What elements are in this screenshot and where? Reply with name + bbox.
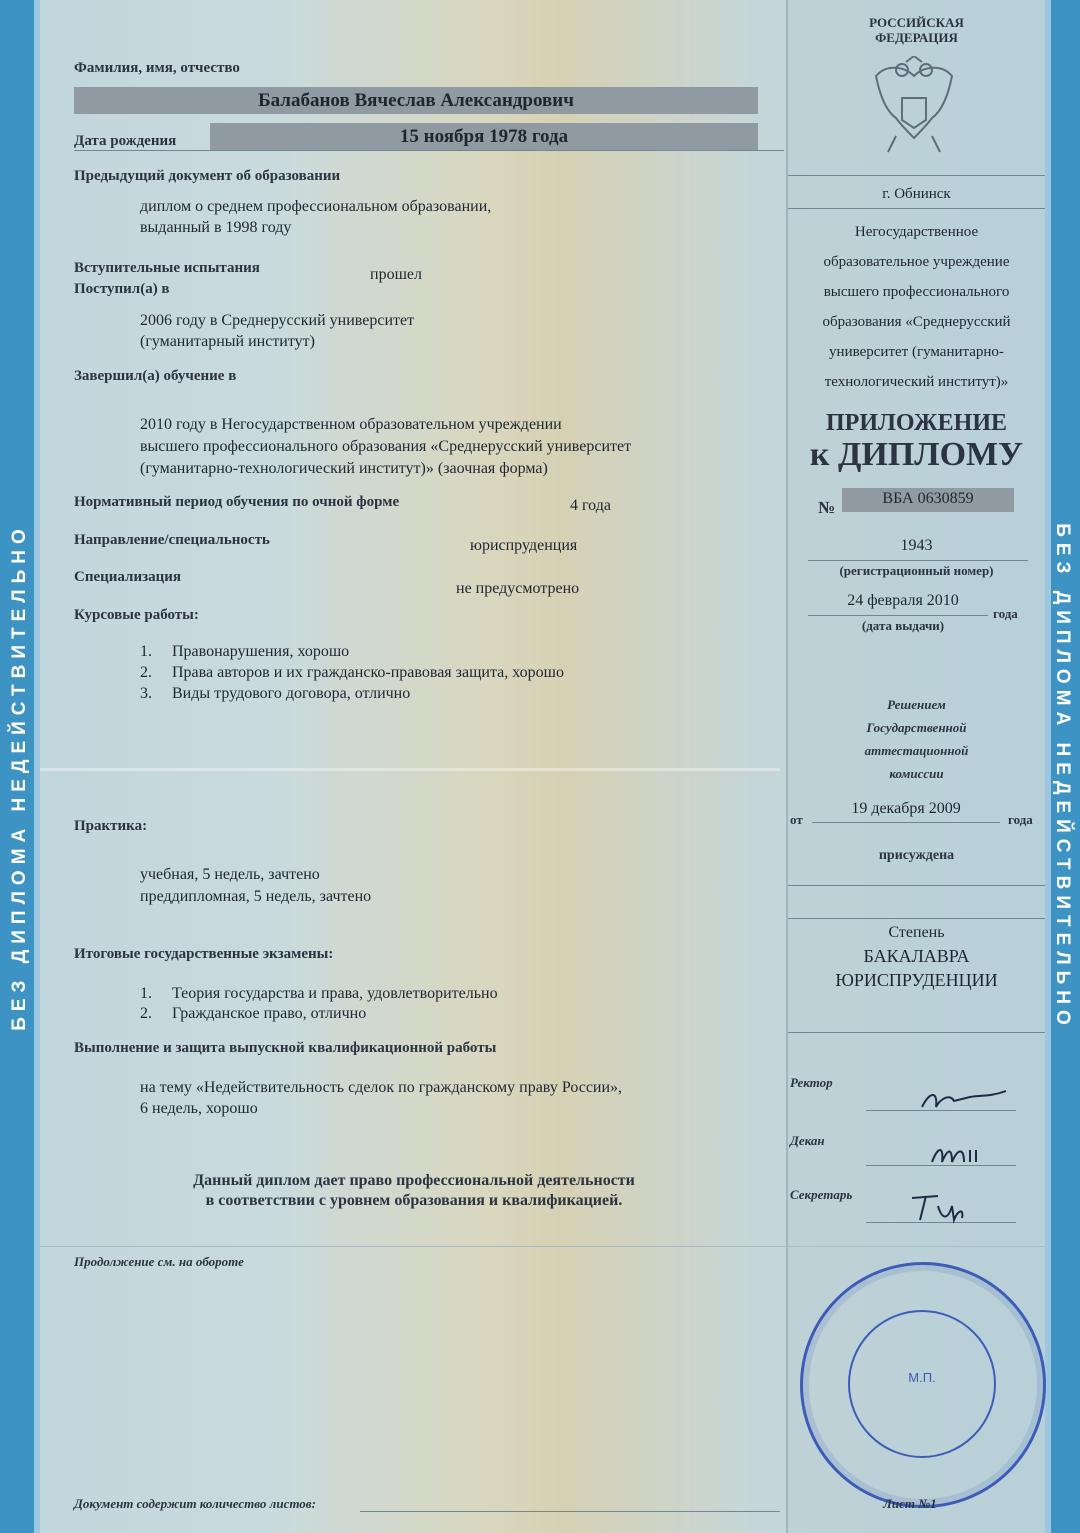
city: г. Обнинск — [882, 186, 951, 202]
degree-line: ЮРИСПРУДЕНЦИИ — [835, 970, 998, 990]
rule — [808, 615, 988, 616]
list-item-number: 2. — [140, 664, 152, 681]
prev-doc-label: Предыдущий документ об образовании — [74, 168, 341, 184]
decision-line: Государственной — [866, 720, 967, 735]
rule — [788, 885, 1045, 886]
practice-line: учебная, 5 недель, зачтено — [140, 866, 320, 883]
coursework-label: Курсовые работы: — [74, 607, 199, 623]
org-line: Негосударственное — [854, 224, 979, 240]
secretary-label: Секретарь — [790, 1187, 853, 1202]
enrolled-line: 2006 году в Среднерусский университет — [140, 312, 415, 329]
coat-of-arms-icon — [866, 56, 962, 156]
finished-label: Завершил(а) обучение в — [74, 368, 237, 384]
period-value: 4 года — [570, 497, 611, 514]
list-item: Теория государства и права, удовлетворительно — [172, 985, 498, 1002]
org-line: технологический институт)» — [824, 374, 1009, 390]
rule — [74, 150, 784, 151]
finished-line: (гуманитарно-технологический институт)» (заочная форма) — [140, 460, 548, 477]
period-label: Нормативный период обучения по очной форме — [74, 494, 400, 510]
org-line: образовательное учреждение — [823, 254, 1010, 270]
decision-line: Решением — [887, 697, 946, 712]
practice-line: преддипломная, 5 недель, зачтено — [140, 888, 372, 905]
sheets-count-label: Документ содержит количество листов: — [74, 1496, 316, 1511]
continued-note: Продолжение см. на обороте — [74, 1254, 244, 1269]
from-word: от — [790, 812, 803, 827]
list-item: Виды трудового договора, отлично — [172, 685, 411, 702]
stamp-mp: М.П. — [908, 1370, 936, 1385]
strip-text-right: БЕЗ ДИПЛОМА НЕДЕЙСТВИТЕЛЬНО — [1052, 523, 1073, 1031]
direction-label: Направление/специальность — [74, 532, 270, 548]
strip-text-left: БЕЗ ДИПЛОМА НЕДЕЙСТВИТЕЛЬНО — [9, 523, 30, 1031]
specialization-value: не предусмотрено — [456, 580, 580, 597]
issue-caption: (дата выдачи) — [861, 618, 945, 633]
list-item-number: 1. — [140, 643, 152, 660]
decision-line: комиссии — [889, 766, 944, 781]
list-item-number: 3. — [140, 685, 152, 702]
title-appendix: ПРИЛОЖЕНИЕ — [825, 410, 1008, 436]
rector-label: Ректор — [790, 1075, 833, 1090]
rule — [788, 175, 1045, 176]
reg-number: 1943 — [900, 537, 933, 554]
thesis-line: 6 недель, хорошо — [140, 1100, 258, 1117]
thesis-label: Выполнение и защита выпускной квалификационной работы — [74, 1040, 497, 1056]
rule — [808, 560, 1028, 561]
enrolled-line: (гуманитарный институт) — [140, 333, 315, 350]
country-line: ФЕДЕРАЦИЯ — [875, 30, 958, 45]
rule — [360, 1511, 780, 1512]
exams-label: Итоговые государственные экзамены: — [74, 946, 334, 962]
secretary-signature — [908, 1190, 968, 1226]
list-item-number: 1. — [140, 985, 152, 1002]
dean-label: Декан — [790, 1133, 825, 1148]
decision-date: 19 декабря 2009 — [851, 800, 961, 817]
decision-year-word: года — [1008, 812, 1033, 827]
org-name — [788, 217, 1045, 397]
prev-doc-line: выданный в 1998 году — [140, 219, 292, 236]
entrance-value: прошел — [370, 266, 422, 283]
country-line: РОССИЙСКАЯ — [869, 15, 964, 30]
stamp-inner-ring — [848, 1310, 996, 1458]
left-security-strip — [0, 0, 40, 1533]
rule — [812, 822, 1000, 823]
decision-block — [788, 693, 1045, 785]
rule — [788, 1032, 1045, 1033]
fio-value: Балабанов Вячеслав Александрович — [258, 90, 574, 111]
rule — [788, 918, 1045, 919]
specialization-label: Специализация — [74, 569, 182, 585]
finished-line: высшего профессионального образования «Среднерусский университет — [140, 438, 632, 455]
number-sign: № — [818, 498, 836, 517]
entrance-label: Вступительные испытания — [74, 260, 260, 276]
degree-line: БАКАЛАВРА — [863, 946, 970, 966]
prev-doc-line: диплом о среднем профессиональном образовании, — [140, 198, 492, 215]
direction-value: юриспруденция — [470, 537, 578, 554]
reg-caption: (регистрационный номер) — [839, 563, 994, 578]
list-item: Гражданское право, отлично — [172, 1005, 367, 1022]
enrolled-label: Поступил(а) в — [74, 281, 170, 297]
practice-label: Практика: — [74, 818, 148, 834]
list-item: Правонарушения, хорошо — [172, 643, 350, 660]
finished-line: 2010 году в Негосударственном образовательном учреждении — [140, 416, 562, 433]
org-line: высшего профессионального — [823, 284, 1010, 300]
rector-signature — [920, 1085, 1010, 1115]
decision-line: аттестационной — [864, 743, 969, 758]
org-line: университет (гуманитарно- — [829, 344, 1004, 360]
list-item: Права авторов и их гражданско-правовая защита, хорошо — [172, 664, 564, 681]
dob-value: 15 ноября 1978 года — [399, 126, 569, 147]
list-item-number: 2. — [140, 1005, 152, 1022]
fio-label: Фамилия, имя, отчество — [74, 60, 240, 76]
issue-date: 24 февраля 2010 — [847, 592, 959, 609]
rule — [788, 208, 1045, 209]
issue-year-word: года — [993, 606, 1018, 621]
dean-signature — [930, 1140, 990, 1168]
official-stamp — [800, 1262, 1046, 1508]
rule — [40, 1246, 1045, 1247]
title-diploma: к ДИПЛОМУ — [809, 436, 1024, 473]
degree-word: Степень — [888, 924, 945, 941]
dob-label: Дата рождения — [74, 133, 177, 149]
rights-line: в соответствии с уровнем образования и квалификацией. — [205, 1192, 623, 1209]
awarded: присуждена — [878, 848, 955, 863]
fold-line — [0, 768, 780, 771]
diploma-number: ВБА 0630859 — [882, 490, 974, 507]
sheet-number: Лист №1 — [883, 1496, 937, 1511]
org-line: образования «Среднерусский — [822, 314, 1011, 330]
rights-line: Данный диплом дает право профессиональной деятельности — [193, 1172, 635, 1189]
thesis-line: на тему «Недействительность сделок по гражданскому праву России», — [140, 1079, 623, 1096]
right-security-strip — [1045, 0, 1080, 1533]
